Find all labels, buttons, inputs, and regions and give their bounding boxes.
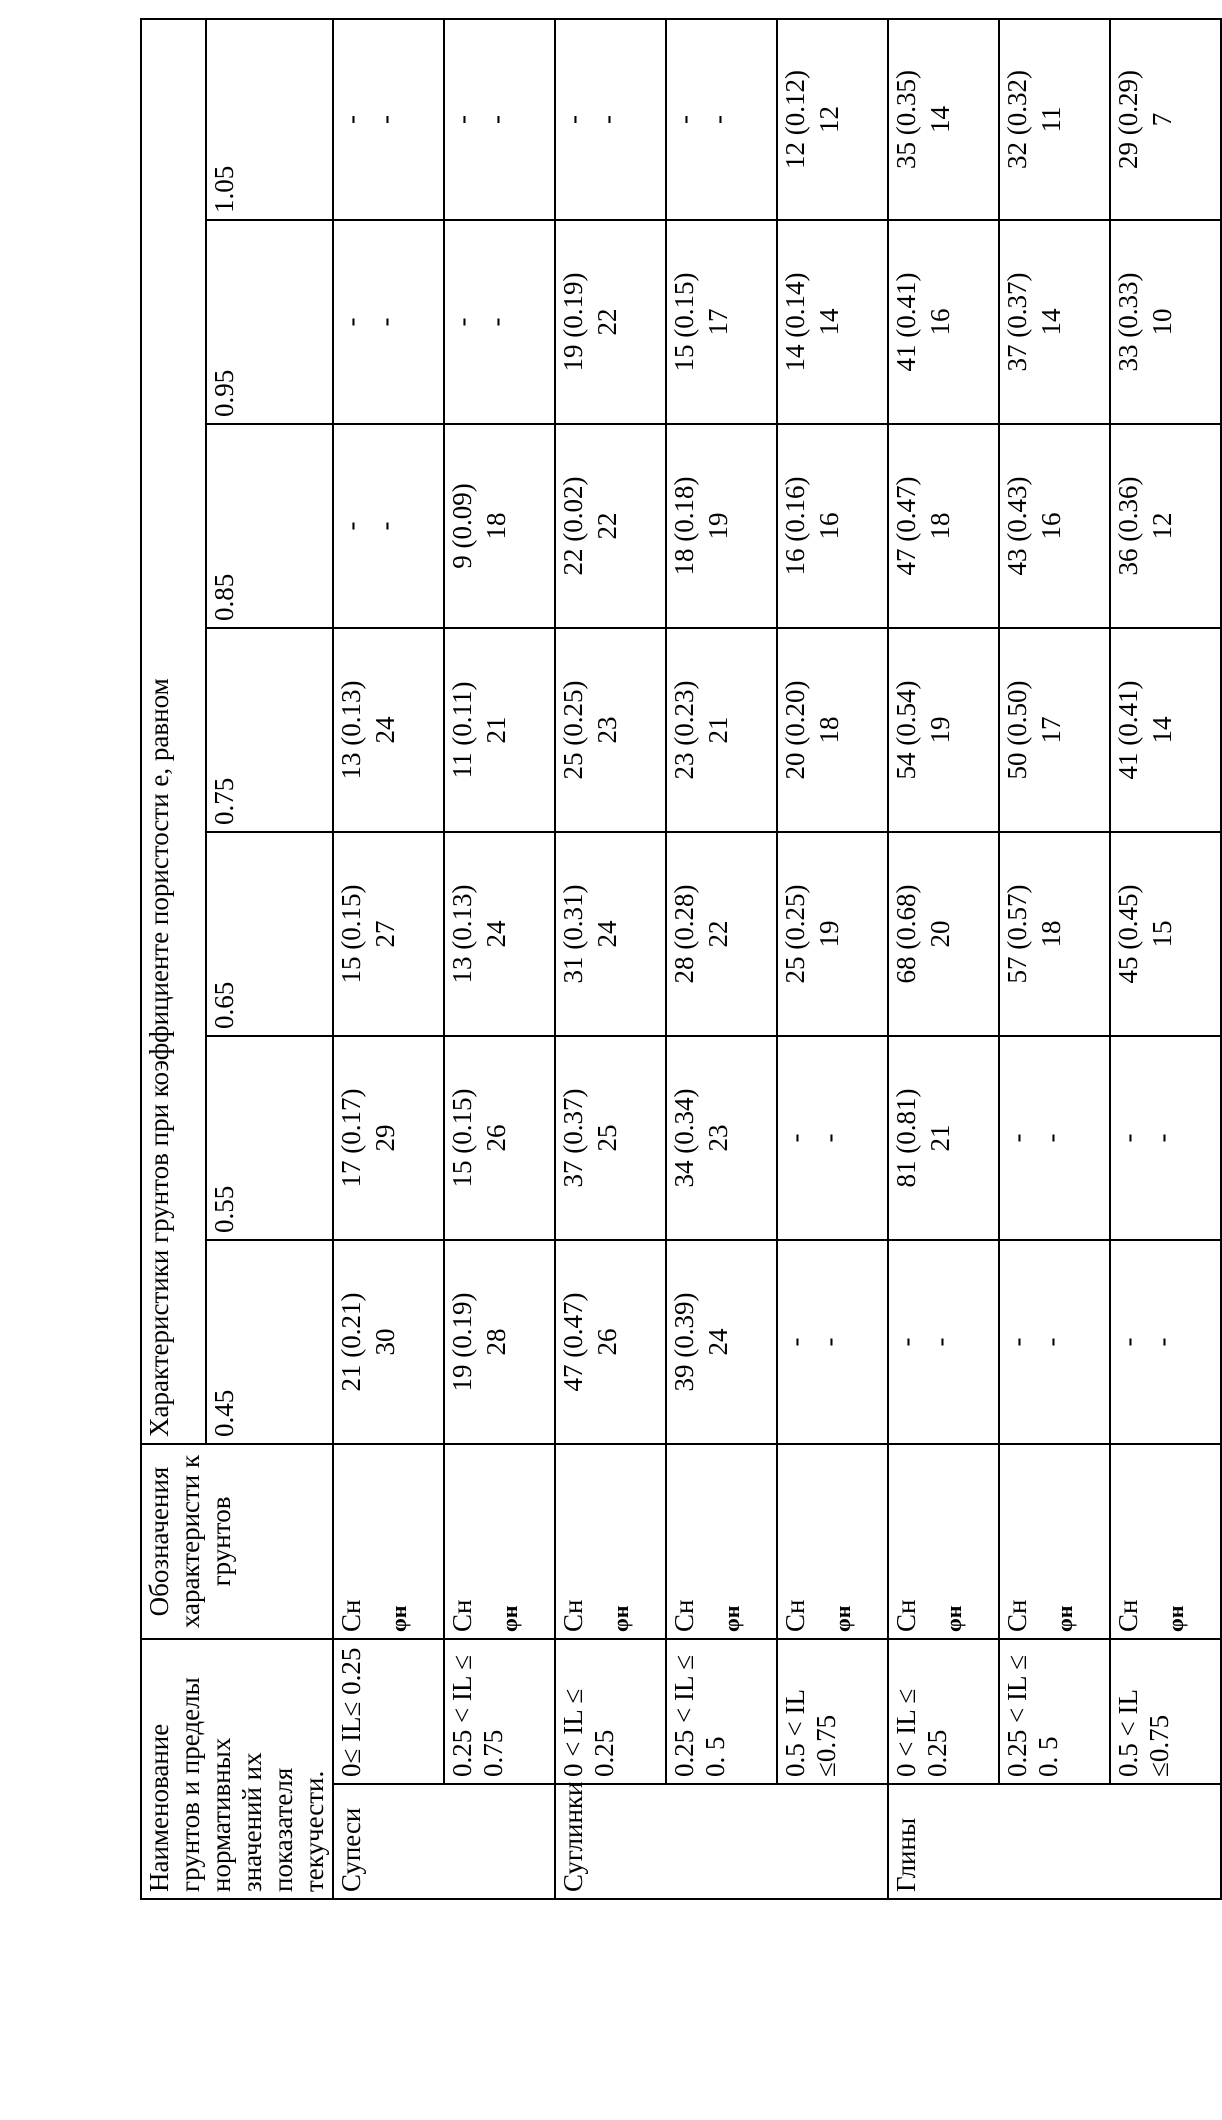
cohesion-value: 14 (0.14) [780,272,811,372]
table-row [666,19,777,1899]
value-cell [999,1036,1110,1240]
friction-angle-value: 14 [1036,308,1067,336]
porosity-value-header: 0.75 [206,628,333,832]
friction-angle-symbol: φн [386,1605,412,1632]
value-cell [888,19,999,220]
value-cell [444,220,555,424]
friction-angle-value: 12 [1147,512,1178,540]
table-body [333,19,1221,1899]
cohesion-symbol: Сн [558,1599,589,1632]
cohesion-value: - [1002,1133,1033,1143]
cohesion-value: 18 (0.18) [669,476,700,576]
friction-angle-value: - [481,114,512,124]
friction-angle-value: 21 [925,1124,956,1152]
value-cell [1110,628,1221,832]
cohesion-value: 37 (0.37) [558,1088,589,1188]
value-cell [444,832,555,1036]
table-row [888,19,999,1899]
cohesion-value: 32 (0.32) [1002,69,1033,169]
friction-angle-value: 18 [814,716,845,744]
cohesion-value: 39 (0.39) [669,1292,700,1392]
cohesion-value: - [1113,1133,1144,1143]
friction-angle-value: 15 [1147,920,1178,948]
cohesion-value: 15 (0.15) [669,272,700,372]
cohesion-value: 19 (0.19) [558,272,589,372]
friction-angle-symbol: φн [830,1605,856,1632]
value-cell [888,628,999,832]
value-cell [1110,832,1221,1036]
cohesion-value: 33 (0.33) [1113,272,1144,372]
friction-angle-value: 12 [814,105,845,133]
cohesion-value: 15 (0.15) [447,1088,478,1188]
value-cell [1110,19,1221,220]
cohesion-value: 28 (0.28) [669,884,700,984]
value-cell [555,1036,666,1240]
table-row [1110,19,1221,1899]
cohesion-value: 50 (0.50) [1002,680,1033,780]
cohesion-value: - [669,114,700,124]
liquidity-range: 0≤ IL≤ 0.25 [333,1639,444,1784]
value-cell [666,220,777,424]
friction-angle-value: - [481,317,512,327]
value-cell [888,832,999,1036]
friction-angle-value: 16 [1036,512,1067,540]
friction-angle-symbol: φн [497,1605,523,1632]
cohesion-symbol: Сн [336,1599,367,1632]
friction-angle-value: 30 [370,1328,401,1356]
cohesion-value: 47 (0.47) [558,1292,589,1392]
cohesion-value: - [336,114,367,124]
liquidity-range: 0.25 < IL ≤ 0.75 [444,1639,555,1784]
liquidity-range: 0.5 < IL ≤0.75 [777,1639,888,1784]
value-cell [444,1036,555,1240]
friction-angle-value: 19 [814,920,845,948]
value-cell [444,1240,555,1444]
friction-angle-value: 22 [592,512,623,540]
cohesion-value: 43 (0.43) [1002,476,1033,576]
friction-angle-value: 14 [925,105,956,133]
symbol-cell [999,1444,1110,1639]
friction-angle-value: 26 [592,1328,623,1356]
value-cell [666,628,777,832]
cohesion-value: 37 (0.37) [1002,272,1033,372]
friction-angle-value: 22 [592,308,623,336]
friction-angle-value: 7 [1147,112,1178,127]
friction-angle-value: - [1147,1133,1178,1143]
cohesion-value: 25 (0.25) [558,680,589,780]
symbol-cell [555,1444,666,1639]
cohesion-symbol: Сн [669,1599,700,1632]
value-cell [777,424,888,628]
friction-angle-value: 22 [703,920,734,948]
friction-angle-value: 10 [1147,308,1178,336]
value-cell [333,220,444,424]
porosity-value-header: 0.55 [206,1036,333,1240]
friction-angle-value: 23 [592,716,623,744]
value-cell [444,424,555,628]
friction-angle-value: 21 [703,716,734,744]
table-row [555,19,666,1899]
liquidity-range: 0 < IL ≤ 0.25 [555,1639,666,1784]
value-cell [666,19,777,220]
value-cell [999,628,1110,832]
cohesion-value: 11 (0.11) [447,681,478,779]
cohesion-value: 19 (0.19) [447,1292,478,1392]
friction-angle-value: 17 [1036,716,1067,744]
friction-angle-value: 26 [481,1124,512,1152]
cohesion-symbol: Сн [1002,1599,1033,1632]
symbol-cell [333,1444,444,1639]
cohesion-value: - [891,1337,922,1347]
cohesion-value: - [1002,1337,1033,1347]
friction-angle-value: - [370,317,401,327]
value-cell [777,220,888,424]
header-symbol-cell: Обозначения характеристи к грунтов [141,1444,333,1639]
friction-angle-value: 24 [703,1328,734,1356]
value-cell [444,628,555,832]
friction-angle-value: - [370,521,401,531]
cohesion-value: 13 (0.13) [336,680,367,780]
value-cell [333,424,444,628]
value-cell [333,19,444,220]
friction-angle-value: - [814,1337,845,1347]
friction-angle-value: 23 [703,1124,734,1152]
symbol-cell [1110,1444,1221,1639]
value-cell [1110,1240,1221,1444]
cohesion-symbol: Сн [780,1599,811,1632]
value-cell [333,628,444,832]
value-cell [555,832,666,1036]
friction-angle-value: 19 [925,716,956,744]
cohesion-value: - [1113,1337,1144,1347]
table-row [333,19,444,1899]
cohesion-value: 54 (0.54) [891,680,922,780]
cohesion-value: 41 (0.41) [1113,680,1144,780]
friction-angle-symbol: φн [1163,1605,1189,1632]
value-cell [777,1240,888,1444]
liquidity-range: 0 < IL ≤ 0.25 [888,1639,999,1784]
value-cell [888,424,999,628]
cohesion-value: - [780,1133,811,1143]
cohesion-value: 13 (0.13) [447,884,478,984]
cohesion-value: 15 (0.15) [336,884,367,984]
value-cell [1110,424,1221,628]
value-cell [666,832,777,1036]
value-cell [333,1240,444,1444]
porosity-value-header: 0.45 [206,1240,333,1444]
value-cell [999,220,1110,424]
friction-angle-value: 24 [592,920,623,948]
liquidity-range: 0.25 < IL ≤ 0. 5 [666,1639,777,1784]
cohesion-value: 68 (0.68) [891,884,922,984]
value-cell [555,220,666,424]
friction-angle-value: 19 [703,512,734,540]
friction-angle-symbol: φн [719,1605,745,1632]
friction-angle-value: 27 [370,920,401,948]
value-cell [777,1036,888,1240]
value-cell [888,220,999,424]
friction-angle-symbol: φн [608,1605,634,1632]
friction-angle-value: - [592,114,623,124]
friction-angle-symbol: φн [1052,1605,1078,1632]
value-cell [777,19,888,220]
friction-angle-value: - [814,1133,845,1143]
cohesion-value: 47 (0.47) [891,476,922,576]
cohesion-value: - [447,114,478,124]
cohesion-value: - [447,317,478,327]
cohesion-value: 29 (0.29) [1113,69,1144,169]
value-cell [1110,1036,1221,1240]
friction-angle-value: 24 [481,920,512,948]
table-row [999,19,1110,1899]
cohesion-value: 17 (0.17) [336,1088,367,1188]
porosity-value-header: 0.85 [206,424,333,628]
cohesion-value: 31 (0.31) [558,884,589,984]
soil-group-name: Супеси [333,1784,555,1899]
cohesion-value: 16 (0.16) [780,476,811,576]
value-cell [555,628,666,832]
liquidity-range: 0.5 < IL ≤0.75 [1110,1639,1221,1784]
cohesion-value: 22 (0.02) [558,476,589,576]
cohesion-value: 23 (0.23) [669,680,700,780]
friction-angle-value: 28 [481,1328,512,1356]
cohesion-value: - [336,317,367,327]
value-cell [444,19,555,220]
soil-group-name: Глины [888,1784,1221,1899]
cohesion-symbol: Сн [1113,1599,1144,1632]
soil-group-name: Суглинки [555,1784,888,1899]
value-cell [999,424,1110,628]
cohesion-value: 81 (0.81) [891,1088,922,1188]
value-cell [999,1240,1110,1444]
friction-angle-value: 18 [481,512,512,540]
cohesion-value: 34 (0.34) [669,1088,700,1188]
cohesion-symbol: Сн [447,1599,478,1632]
value-cell [555,1240,666,1444]
soil-characteristics-table [140,18,1222,1900]
cohesion-value: 25 (0.25) [780,884,811,984]
symbol-cell [444,1444,555,1639]
table-row [444,19,555,1899]
value-cell [999,19,1110,220]
friction-angle-value: 25 [592,1124,623,1152]
friction-angle-value: - [703,114,734,124]
cohesion-value: 20 (0.20) [780,680,811,780]
friction-angle-value: - [1036,1337,1067,1347]
friction-angle-value: 20 [925,920,956,948]
friction-angle-value: 18 [1036,920,1067,948]
cohesion-value: - [780,1337,811,1347]
value-cell [666,1240,777,1444]
cohesion-value: 57 (0.57) [1002,884,1033,984]
cohesion-value: 45 (0.45) [1113,884,1144,984]
cohesion-value: - [558,114,589,124]
symbol-cell [777,1444,888,1639]
header-name-cell: Наименование грунтов и пределы нормативных значений их показателя текучести. [141,1639,333,1899]
value-cell [999,832,1110,1036]
value-cell [333,1036,444,1240]
cohesion-value: 41 (0.41) [891,272,922,372]
friction-angle-value: 16 [925,308,956,336]
table-row [777,19,888,1899]
header-porosity-cell: Характеристики грунтов при коэффициенте пористости е, равном [141,19,206,1444]
value-cell [555,19,666,220]
cohesion-value: 12 (0.12) [780,69,811,169]
friction-angle-value: - [370,114,401,124]
friction-angle-value: 14 [814,308,845,336]
porosity-value-header: 0.95 [206,220,333,424]
symbol-cell [888,1444,999,1639]
friction-angle-value: - [1147,1337,1178,1347]
friction-angle-value: 29 [370,1124,401,1152]
porosity-value-header: 1.05 [206,19,333,220]
friction-angle-value: 16 [814,512,845,540]
value-cell [333,832,444,1036]
liquidity-range: 0.25 < IL ≤ 0. 5 [999,1639,1110,1784]
value-cell [888,1240,999,1444]
friction-angle-symbol: φн [941,1605,967,1632]
cohesion-symbol: Сн [891,1599,922,1632]
friction-angle-value: 18 [925,512,956,540]
friction-angle-value: 17 [703,308,734,336]
value-cell [666,1036,777,1240]
rotated-page [140,20,1189,1900]
cohesion-value: 36 (0.36) [1113,476,1144,576]
friction-angle-value: 21 [481,716,512,744]
friction-angle-value: - [925,1337,956,1347]
value-cell [666,424,777,628]
cohesion-value: 21 (0.21) [336,1292,367,1392]
value-cell [777,832,888,1036]
friction-angle-value: - [1036,1133,1067,1143]
friction-angle-value: 11 [1036,106,1067,133]
cohesion-value: 35 (0.35) [891,69,922,169]
table-wrapper [140,20,1189,1900]
value-cell [1110,220,1221,424]
porosity-value-header: 0.65 [206,832,333,1036]
friction-angle-value: 24 [370,716,401,744]
cohesion-value: - [336,521,367,531]
value-cell [888,1036,999,1240]
symbol-cell [666,1444,777,1639]
value-cell [555,424,666,628]
friction-angle-value: 14 [1147,716,1178,744]
cohesion-value: 9 (0.09) [447,483,478,569]
value-cell [777,628,888,832]
